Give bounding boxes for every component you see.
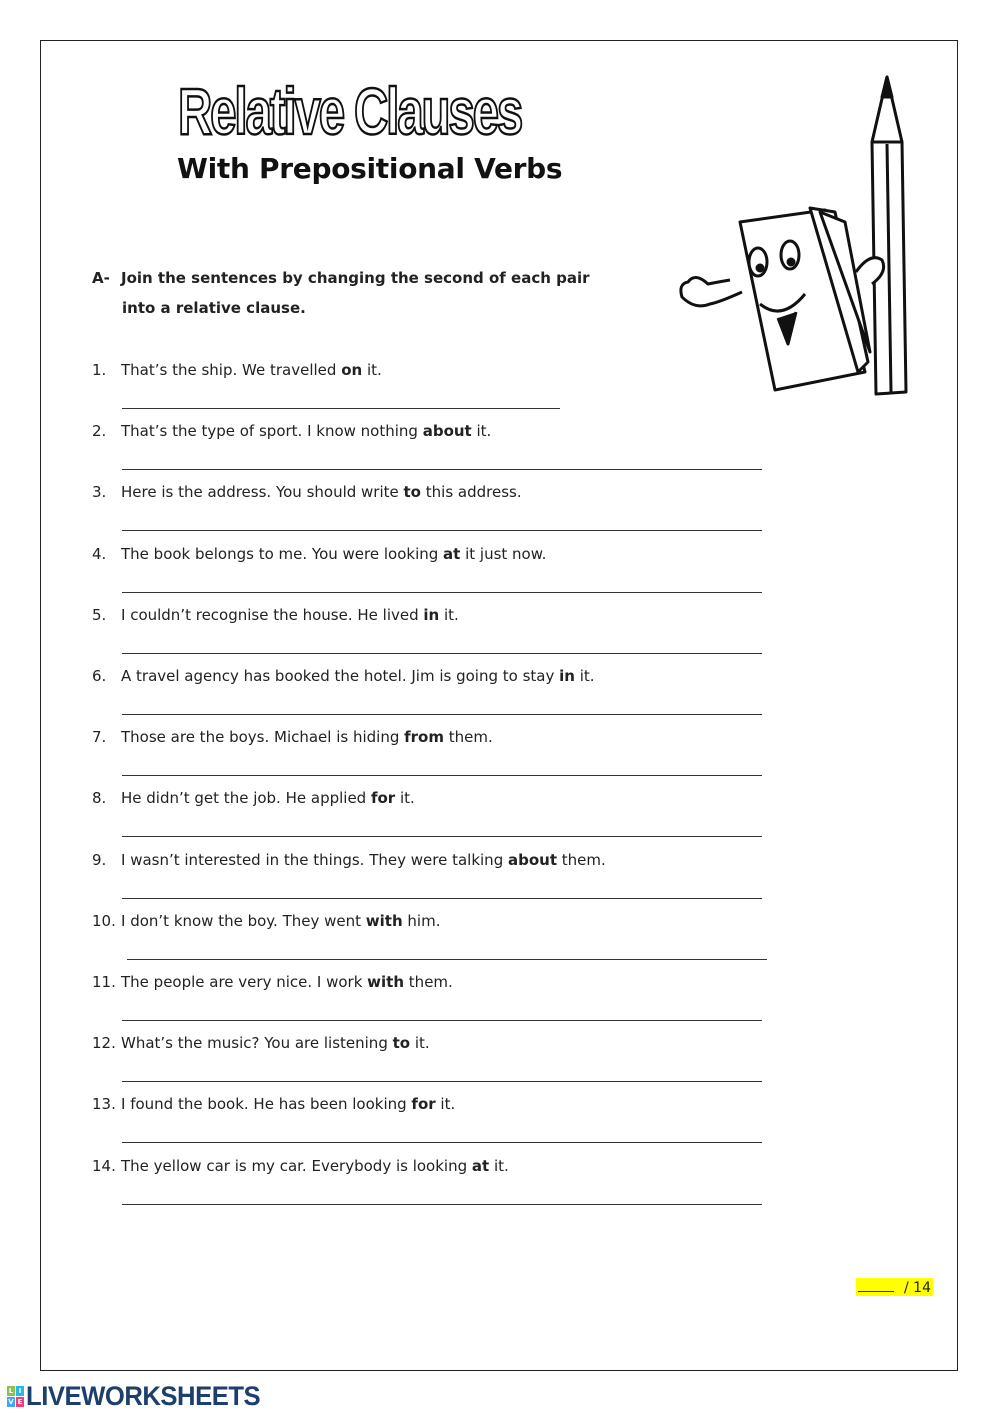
logo-mark: L I V E <box>8 1387 23 1406</box>
answer-line[interactable] <box>122 653 762 654</box>
question-text-end: it. <box>395 789 415 808</box>
preposition: to <box>403 483 421 502</box>
question-text: The yellow car is my car. Everybody is looking <box>121 1156 472 1175</box>
question-text-end: this address. <box>421 483 522 502</box>
question-text-end: him. <box>402 911 441 930</box>
question-text-end: them. <box>557 850 606 869</box>
answer-line[interactable] <box>122 530 762 531</box>
question-text-end: it. <box>435 1095 456 1114</box>
question-text: Those are the boys. Michael is hiding <box>121 728 405 747</box>
question-number: 14. <box>92 1156 116 1175</box>
question-item <box>92 1095 455 1113</box>
question-text-end: it. <box>574 667 595 685</box>
question-number: 10. <box>92 911 116 930</box>
section-label: A- <box>92 269 110 287</box>
answer-line[interactable] <box>122 592 762 593</box>
preposition: with <box>365 911 403 930</box>
answer-line[interactable] <box>122 1020 762 1021</box>
question-text: A travel agency has booked the hotel. Jim is going to stay <box>121 667 560 685</box>
instruction-line-2: into a relative clause. <box>122 299 306 317</box>
question-item <box>92 667 595 685</box>
logo-text: LIVEWORKSHEETS <box>26 1381 261 1411</box>
page-subtitle: With Prepositional Verbs <box>177 152 563 185</box>
question-item <box>92 545 546 563</box>
question-item <box>92 606 459 624</box>
question-item <box>92 1157 509 1175</box>
answer-line[interactable] <box>122 898 762 899</box>
score-blank[interactable] <box>858 1278 894 1292</box>
question-item <box>92 789 415 807</box>
question-text: He didn’t get the job. He applied <box>121 789 371 808</box>
question-number: 11. <box>92 973 116 991</box>
question-number: 8. <box>92 789 107 808</box>
preposition: from <box>404 728 444 747</box>
question-number: 5. <box>92 605 107 624</box>
question-number: 6. <box>92 667 107 685</box>
question-number: 3. <box>92 483 107 502</box>
question-text-end: them. <box>443 728 493 747</box>
question-text: The book belongs to me. You were looking <box>121 544 444 563</box>
question-text-end: it. <box>439 605 459 624</box>
question-number: 13. <box>92 1095 116 1114</box>
preposition: about <box>507 850 557 869</box>
question-text: I don’t know the boy. They went <box>121 911 366 930</box>
page-title: Relative Clauses <box>178 74 522 148</box>
pencil-mascot-illustration <box>660 72 920 412</box>
question-item <box>92 361 382 379</box>
question-text-end: it. <box>410 1034 430 1053</box>
answer-line[interactable] <box>122 836 762 837</box>
question-number: 9. <box>92 850 107 869</box>
question-item <box>92 422 491 440</box>
score-box <box>856 1278 933 1296</box>
question-text: Here is the address. You should write <box>121 483 404 502</box>
answer-line[interactable] <box>122 714 762 715</box>
preposition: for <box>370 789 396 808</box>
question-text-end: them. <box>404 973 453 991</box>
answer-line[interactable] <box>122 1142 762 1143</box>
question-text: What’s the music? You are listening <box>121 1034 393 1053</box>
preposition: to <box>392 1034 411 1053</box>
answer-line[interactable] <box>122 408 560 409</box>
question-text: That’s the type of sport. I know nothing <box>121 422 423 441</box>
preposition: at <box>471 1156 490 1175</box>
preposition: on <box>341 361 363 379</box>
question-number: 4. <box>92 544 107 563</box>
question-number: 12. <box>92 1034 116 1053</box>
score-total: / 14 <box>904 1280 931 1296</box>
question-text: I wasn’t interested in the things. They were talking <box>121 850 508 869</box>
preposition: at <box>443 544 461 563</box>
answer-line[interactable] <box>127 959 767 960</box>
instruction-line-1: Join the sentences by changing the second of each pair <box>121 269 590 287</box>
liveworksheets-logo <box>7 1381 273 1412</box>
answer-line[interactable] <box>122 1204 762 1205</box>
question-text-end: it just now. <box>460 544 547 563</box>
question-text-end: it. <box>489 1156 509 1175</box>
question-text: That’s the ship. We travelled <box>121 361 342 379</box>
answer-line[interactable] <box>122 469 762 470</box>
question-item <box>92 851 606 869</box>
question-text-end: it. <box>362 361 382 379</box>
instruction <box>92 269 590 287</box>
question-item <box>92 973 453 991</box>
answer-line[interactable] <box>122 1081 762 1082</box>
preposition: in <box>423 605 440 624</box>
question-number: 7. <box>92 728 107 747</box>
question-text: The people are very nice. I work <box>121 973 368 991</box>
answer-line[interactable] <box>122 775 762 776</box>
question-item <box>92 1034 430 1052</box>
preposition: for <box>411 1095 436 1114</box>
question-item <box>92 912 440 930</box>
question-item <box>92 728 493 746</box>
question-text: I couldn’t recognise the house. He lived <box>121 605 424 624</box>
question-text: I found the book. He has been looking <box>121 1095 412 1114</box>
preposition: in <box>559 667 575 685</box>
preposition: with <box>367 973 405 991</box>
preposition: about <box>422 422 472 441</box>
question-number: 2. <box>92 422 107 441</box>
question-item <box>92 483 522 501</box>
question-number: 1. <box>92 361 107 379</box>
question-text-end: it. <box>471 422 492 441</box>
